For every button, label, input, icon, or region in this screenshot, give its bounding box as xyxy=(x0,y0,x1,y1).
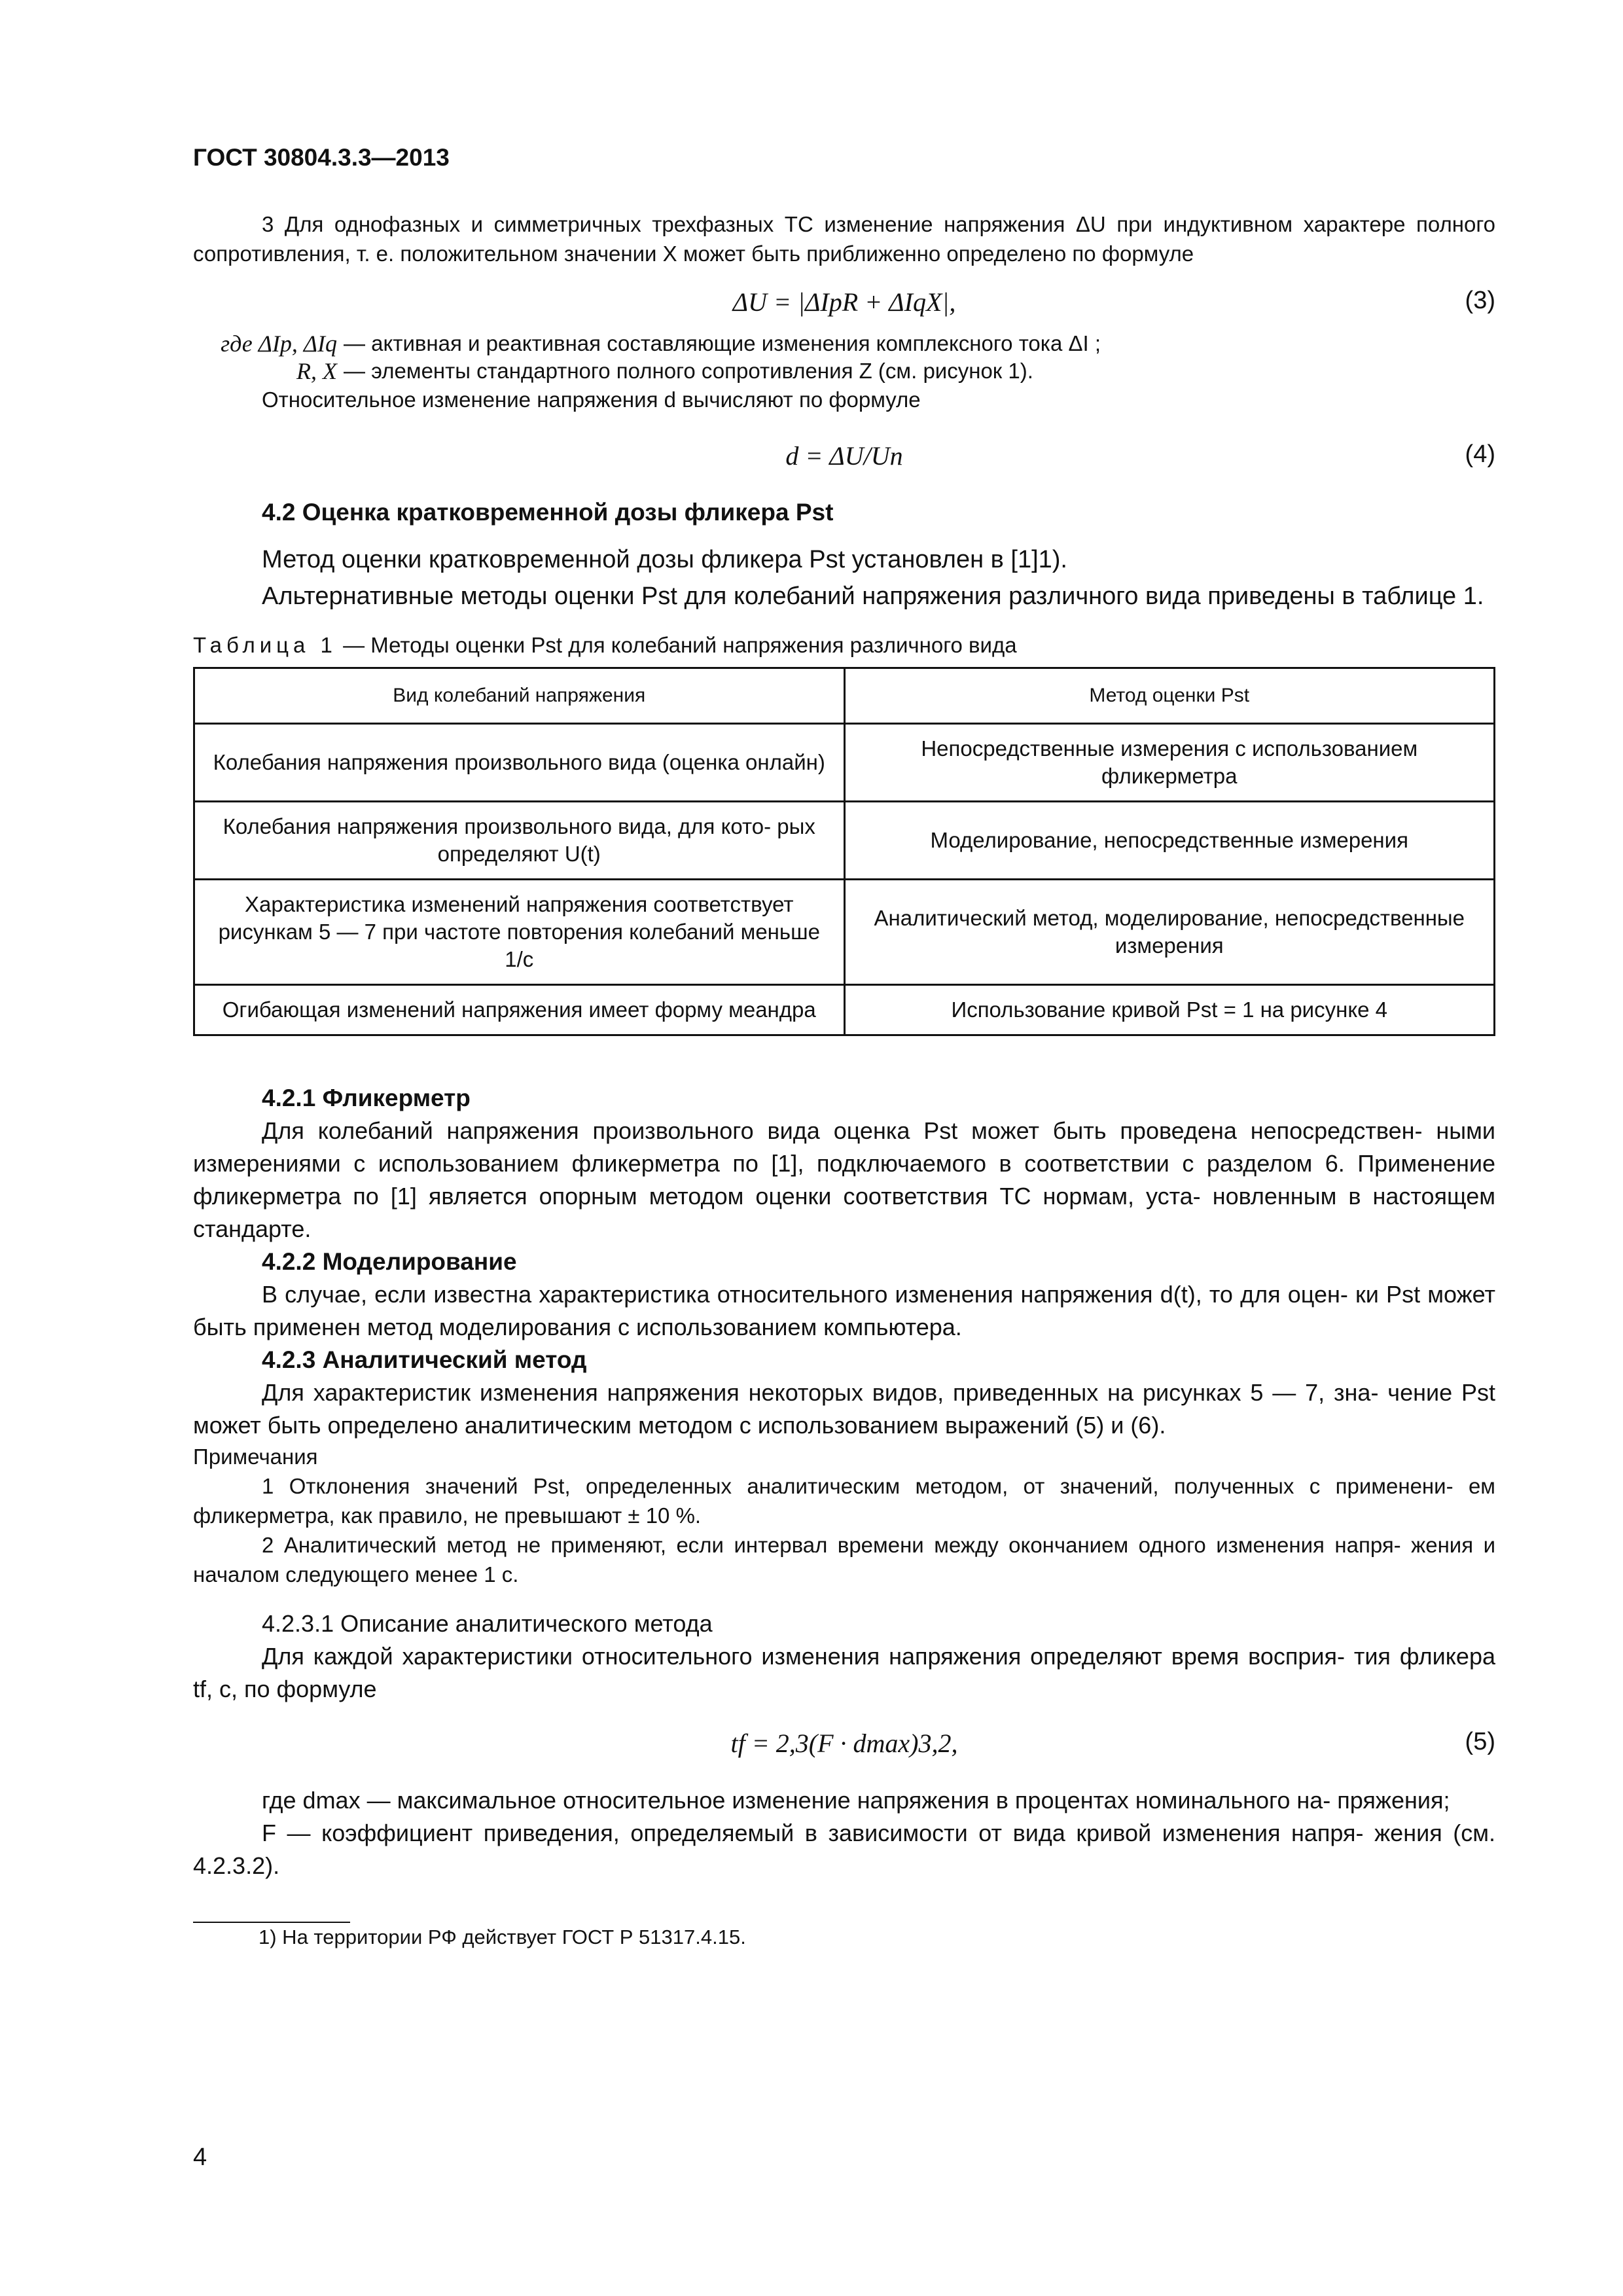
note-1: 1 Отклонения значений Pst, определенных аналитическим методом, от значений, полученных с применени- ем фликерметра, как правило, не превышают ± 10 %. xyxy=(193,1474,1495,1528)
table-caption xyxy=(193,630,1495,660)
table-cell: Колебания напряжения произвольного вида (оценка онлайн) xyxy=(194,724,845,802)
formula-4-number: (4) xyxy=(1465,440,1495,468)
where-text: — активная и реактивная составляющие изменения комплексного тока ΔI ; xyxy=(344,331,1101,355)
note-3: 3 Для однофазных и симметричных трехфазных ТС изменение напряжения ΔU при индуктивном характере полного сопротивления, т. е. положительном значении X может быть приближенно определено по формуле xyxy=(193,212,1495,266)
section-4-2-3-paragraph: Для характеристик изменения напряжения некоторых видов, приведенных на рисунках 5 — 7, зна- чение Pst может быть определено аналитическим методом с использованием выражений (5) и (6). xyxy=(193,1379,1495,1439)
table-cell: Характеристика изменений напряжения соответствует рисункам 5 — 7 при частоте повторения колебаний меньше 1/с xyxy=(194,880,845,985)
formula-3 xyxy=(193,280,1495,330)
table-cell: Использование кривой Pst = 1 на рисунке 4 xyxy=(844,985,1495,1035)
section-4-2-3-1-paragraph: Для каждой характеристики относительного изменения напряжения определяют время восприя- тия фликера tf, с, по формуле xyxy=(193,1643,1495,1702)
formula-5 xyxy=(193,1721,1495,1771)
table-header-cell: Вид колебаний напряжения xyxy=(194,668,845,724)
section-4-2-3-1-heading: 4.2.3.1 Описание аналитического метода xyxy=(262,1610,713,1637)
where-key: R, X xyxy=(296,358,337,384)
section-4-2-paragraph-a: Метод оценки кратковременной дозы фликера Pst установлен в [1]1). xyxy=(262,546,1067,573)
table-row xyxy=(194,880,1495,985)
table-caption-text: — Методы оценки Pst для колебаний напряжения различного вида xyxy=(336,633,1017,657)
where-text: — элементы стандартного полного сопротивления Z (см. рисунок 1). xyxy=(344,359,1033,383)
table-cell: Колебания напряжения произвольного вида, для кото- рых определяют U(t) xyxy=(194,802,845,880)
where-list-3 xyxy=(193,330,1495,385)
table-cell: Моделирование, непосредственные измерения xyxy=(844,802,1495,880)
note-2: 2 Аналитический метод не применяют, если интервал времени между окончанием одного изменения напря- жения и началом следующего менее 1 с. xyxy=(193,1533,1495,1587)
section-4-2-3-heading: 4.2.3 Аналитический метод xyxy=(262,1346,587,1373)
where-5-b: F — коэффициент приведения, определяемый в зависимости от вида кривой изменения напря- жения (см. 4.2.3.2). xyxy=(193,1820,1495,1879)
table-cell: Огибающая изменений напряжения имеет форму меандра xyxy=(194,985,845,1035)
table-cell: Непосредственные измерения с использованием фликерметра xyxy=(844,724,1495,802)
table-header-cell: Метод оценки Pst xyxy=(844,668,1495,724)
section-4-2-paragraph-b: Альтернативные методы оценки Pst для колебаний напряжения различного вида приведены в таблице 1. xyxy=(262,583,1484,610)
formula-5-expression: tf = 2,3(F · dmax)3,2, xyxy=(730,1729,958,1758)
page-number: 4 xyxy=(193,2144,207,2171)
methods-table xyxy=(193,667,1495,1036)
formula-3-number: (3) xyxy=(1465,287,1495,314)
where-key: где ΔIp, ΔIq xyxy=(221,331,337,357)
table-header-row xyxy=(194,668,1495,724)
section-4-2-1-paragraph: Для колебаний напряжения произвольного вида оценка Pst может быть проведена непосредствен- ными измерениями с использованием фликерметра по [1], подключаемого в соответствии с разделом 6. Применение фликерметра по [1] является опорным методом оценки соответствия ТС нормам, уста- новленным в настоящем стандарте. xyxy=(193,1117,1495,1242)
where-item xyxy=(193,357,1495,385)
section-4-2-2-paragraph: В случае, если известна характеристика относительного изменения напряжения d(t), то для оцен- ки Pst может быть применен метод моделирования с использованием компьютера. xyxy=(193,1281,1495,1340)
table-row xyxy=(194,802,1495,880)
table-row xyxy=(194,724,1495,802)
section-4-2-heading: 4.2 Оценка кратковременной дозы фликера Pst xyxy=(262,499,834,526)
table-caption-lead: Таблица 1 xyxy=(193,633,337,657)
formula-4-expression: d = ΔU/Un xyxy=(785,441,903,471)
footnote: 1) На территории РФ действует ГОСТ Р 51317.4.15. xyxy=(259,1926,746,1948)
formula-5-number: (5) xyxy=(1465,1728,1495,1755)
section-4-2-2-heading: 4.2.2 Моделирование xyxy=(262,1248,517,1275)
notes-title: Примечания xyxy=(193,1444,318,1469)
table-cell: Аналитический метод, моделирование, непосредственные измерения xyxy=(844,880,1495,985)
relative-change-text: Относительное изменение напряжения d вычисляют по формуле xyxy=(262,387,921,412)
notes-block xyxy=(193,1442,1495,1589)
document-page xyxy=(193,144,1495,1952)
formula-3-expression: ΔU = |ΔIpR + ΔIqX|, xyxy=(732,287,956,317)
where-5-a: где dmax — максимальное относительное изменение напряжения в процентах номинального на- пряжения; xyxy=(262,1787,1450,1814)
where-item xyxy=(193,330,1495,357)
section-4-2-1-heading: 4.2.1 Фликерметр xyxy=(262,1085,471,1111)
document-header: ГОСТ 30804.3.3—2013 xyxy=(193,144,450,171)
table-row xyxy=(194,985,1495,1035)
formula-4 xyxy=(193,434,1495,484)
